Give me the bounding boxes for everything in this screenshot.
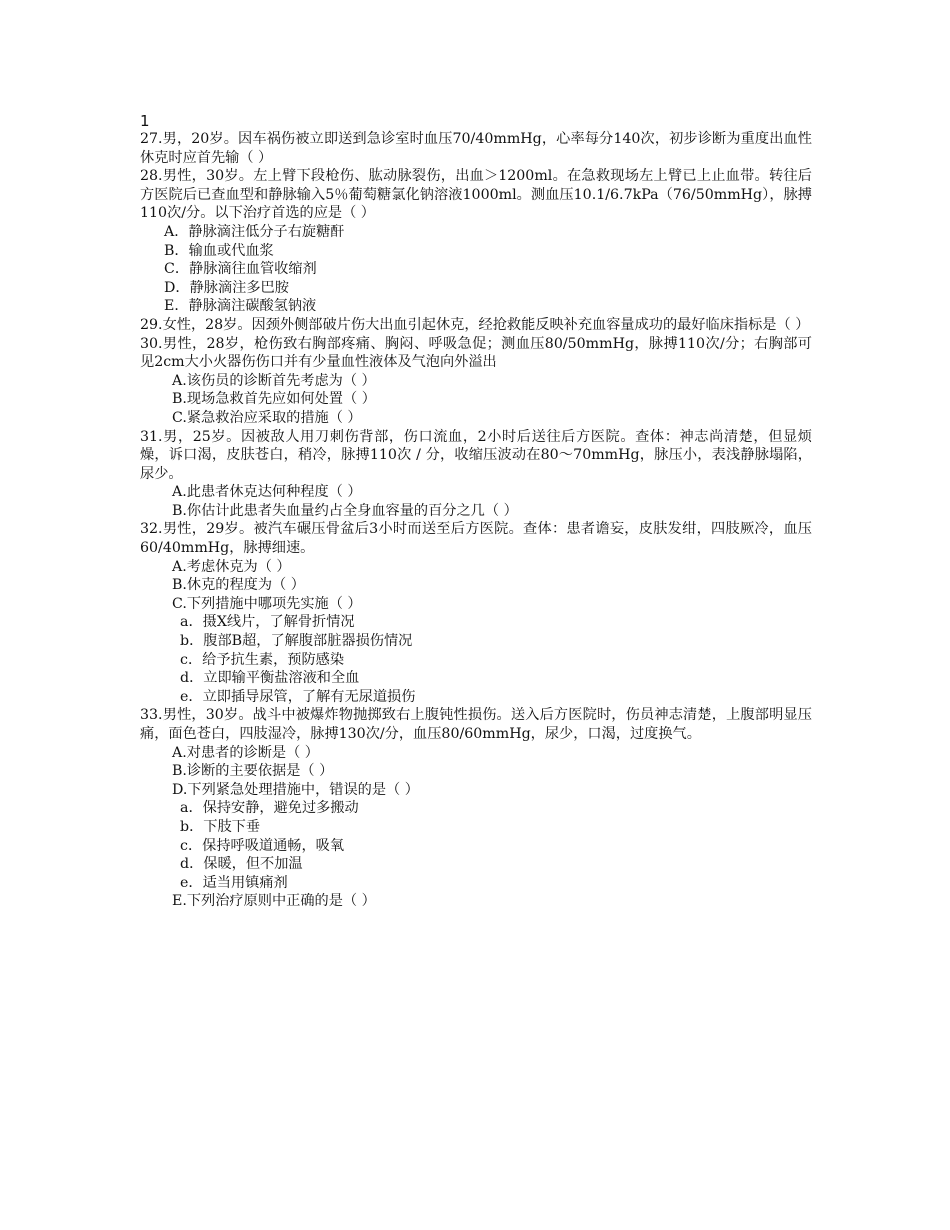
question-30 [140, 335, 812, 428]
option-b: B．输血或代血浆 [164, 242, 274, 259]
option-a: a．摄X线片，了解骨折情况 [180, 614, 355, 631]
question-31 [140, 428, 812, 521]
option-a: A．静脉滴注低分子右旋糖酐 [164, 223, 345, 240]
option-b: b．下肢下垂 [180, 818, 261, 835]
option-c: c．保持呼吸道通畅，吸氧 [180, 837, 345, 854]
question-29: 29.女性，28岁。因颈外侧部破片伤大出血引起休克，经抢救能反映补充血容量成功的最好临床指标是（ ） [140, 316, 810, 333]
option-d: D．静脉滴注多巴胺 [164, 279, 289, 296]
sub-question-b: B.现场急救首先应如何处置（ ） [172, 391, 376, 408]
sub-question-b: B.你估计此患者失血量约占全身血容量的百分之几（ ） [172, 502, 518, 519]
question-28-stem: 28.男性，30岁。左上臂下段枪伤、肱动脉裂伤，出血＞1200ml。在急救现场左上臂已上止血带。转往后方医院后已查血型和静脉输入5％葡萄糖氯化钠溶液1000ml。测血压10.1/6.7kPa（76/50mmHg），脉搏110次/分。以下治疗首选的应是（ ） [140, 168, 812, 222]
sub-question-b: B.休克的程度为（ ） [172, 577, 305, 594]
option-a: a．保持安静，避免过多搬动 [180, 800, 359, 817]
option-e: e．适当用镇痛剂 [180, 874, 288, 891]
question-28 [140, 167, 812, 316]
document-page [140, 112, 812, 911]
question-33 [140, 706, 812, 911]
page-number: 1 [140, 112, 150, 130]
sub-question-c: C.紧急救治应采取的措施（ ） [172, 409, 362, 426]
sub-question-a: A.此患者休克达何种程度（ ） [172, 484, 362, 501]
sub-question-c: C.下列措施中哪项先实施（ ） [172, 595, 362, 612]
question-33-stem: 33.男性，30岁。战斗中被爆炸物抛掷致右上腹钝性损伤。送入后方医院时，伤员神志清楚，上腹部明显压痛，面色苍白，四肢湿冷，脉搏130次/分，血压80/60mmHg，尿少，口渴，过度换气。 [140, 707, 812, 742]
option-e: E．静脉滴注碳酸氢钠液 [164, 298, 317, 315]
question-32-stem: 32.男性，29岁。被汽车碾压骨盆后3小时而送至后方医院。查体：患者谵妄，皮肤发绀，四肢厥冷，血压60/40mmHg，脉搏细速。 [140, 521, 812, 557]
sub-question-b: B.诊断的主要依据是（ ） [172, 763, 334, 780]
option-c: c．给予抗生素，预防感染 [180, 651, 345, 668]
option-e: e．立即插导尿管，了解有无尿道损伤 [180, 688, 416, 705]
option-b: b．腹部B超，了解腹部脏器损伤情况 [180, 633, 413, 650]
question-31-stem: 31.男，25岁。因被敌人用刀刺伤背部，伤口流血，2小时后送往后方医院。查体：神志尚清楚，但显烦燥，诉口渴，皮肤苍白，稍冷，脉搏110次 / 分，收缩压波动在80～70mmHg，脉压小，表浅静脉塌陷，尿少。 [140, 428, 812, 482]
sub-question-e: E.下列治疗原则中正确的是（ ） [172, 893, 376, 910]
question-30-stem: 30.男性，28岁，枪伤致右胸部疼痛、胸闷、呼吸急促；测血压80/50mmHg，脉搏110次/分；右胸部可见2cm大小火器伤伤口并有少量血性液体及气泡向外溢出 [140, 335, 812, 371]
sub-question-a: A.对患者的诊断是（ ） [172, 744, 319, 761]
option-c: C．静脉滴往血管收缩剂 [164, 261, 317, 278]
question-27: 27.男，20岁。因车祸伤被立即送到急诊室时血压70/40mmHg，心率每分140次，初步诊断为重度出血性休克时应首先输（ ） [140, 131, 812, 166]
sub-question-a: A.考虑休克为（ ） [172, 558, 291, 575]
option-d: d．立即输平衡盐溶液和全血 [180, 670, 360, 687]
sub-question-a: A.该伤员的诊断首先考虑为（ ） [172, 372, 376, 389]
question-32 [140, 520, 812, 706]
option-d: d．保暖，但不加温 [180, 856, 303, 873]
sub-question-d: D.下列紧急处理措施中，错误的是（ ） [172, 781, 419, 798]
